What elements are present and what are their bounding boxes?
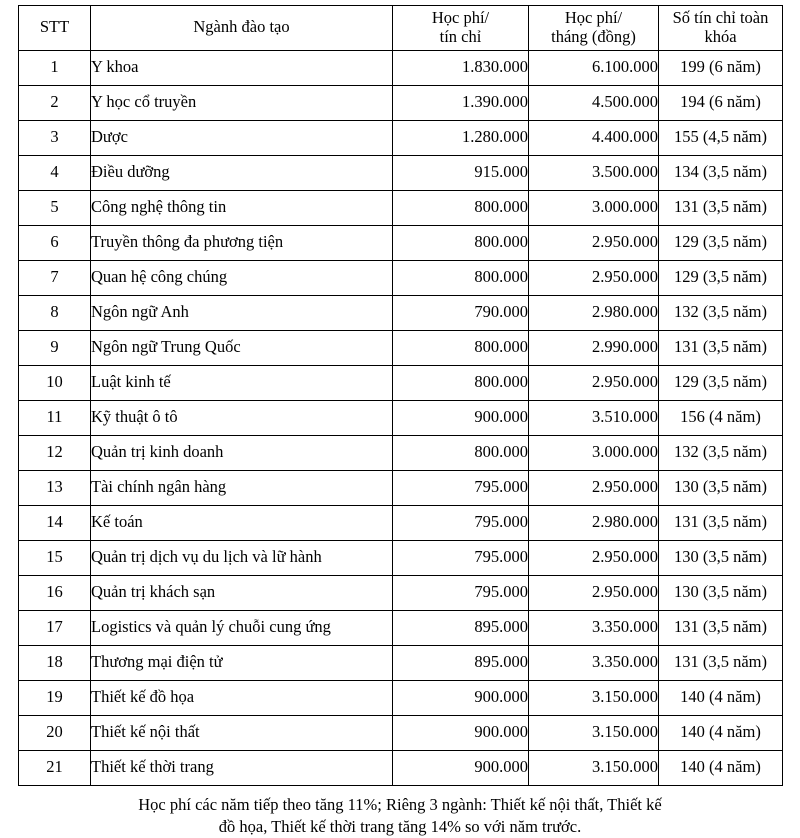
cell-fee-per-month: 3.350.000	[529, 645, 659, 680]
cell-total-credits: 131 (3,5 năm)	[659, 330, 783, 365]
cell-stt: 7	[19, 260, 91, 295]
cell-major: Thương mại điện tử	[91, 645, 393, 680]
cell-fee-per-credit: 795.000	[393, 470, 529, 505]
cell-fee-per-month: 2.980.000	[529, 295, 659, 330]
cell-major: Quản trị dịch vụ du lịch và lữ hành	[91, 540, 393, 575]
cell-fee-per-credit: 1.830.000	[393, 50, 529, 85]
cell-stt: 9	[19, 330, 91, 365]
cell-total-credits: 134 (3,5 năm)	[659, 155, 783, 190]
cell-fee-per-credit: 800.000	[393, 225, 529, 260]
cell-fee-per-credit: 800.000	[393, 190, 529, 225]
cell-total-credits: 131 (3,5 năm)	[659, 505, 783, 540]
cell-stt: 4	[19, 155, 91, 190]
cell-major: Tài chính ngân hàng	[91, 470, 393, 505]
cell-fee-per-month: 3.500.000	[529, 155, 659, 190]
cell-fee-per-credit: 795.000	[393, 540, 529, 575]
cell-total-credits: 130 (3,5 năm)	[659, 470, 783, 505]
cell-major: Thiết kế nội thất	[91, 715, 393, 750]
cell-fee-per-credit: 1.390.000	[393, 85, 529, 120]
cell-stt: 15	[19, 540, 91, 575]
cell-total-credits: 132 (3,5 năm)	[659, 295, 783, 330]
cell-stt: 17	[19, 610, 91, 645]
column-header-fee-per-credit-line1: Học phí/	[431, 8, 490, 27]
cell-fee-per-credit: 1.280.000	[393, 120, 529, 155]
cell-stt: 10	[19, 365, 91, 400]
cell-fee-per-credit: 800.000	[393, 330, 529, 365]
cell-major: Quản trị khách sạn	[91, 575, 393, 610]
cell-fee-per-month: 2.980.000	[529, 505, 659, 540]
column-header-fee-per-month-line1: Học phí/	[564, 8, 623, 27]
cell-stt: 18	[19, 645, 91, 680]
cell-fee-per-credit: 795.000	[393, 505, 529, 540]
cell-stt: 6	[19, 225, 91, 260]
table-row	[19, 715, 783, 750]
cell-total-credits: 156 (4 năm)	[659, 400, 783, 435]
cell-major: Quản trị kinh doanh	[91, 435, 393, 470]
cell-fee-per-credit: 800.000	[393, 260, 529, 295]
cell-major: Truyền thông đa phương tiện	[91, 225, 393, 260]
table-row	[19, 50, 783, 85]
cell-fee-per-month: 2.990.000	[529, 330, 659, 365]
cell-stt: 21	[19, 750, 91, 785]
cell-major: Công nghệ thông tin	[91, 190, 393, 225]
column-header-fee-per-credit-line2: tín chỉ	[439, 26, 482, 46]
cell-fee-per-month: 3.000.000	[529, 435, 659, 470]
table-row	[19, 505, 783, 540]
table-row	[19, 645, 783, 680]
cell-fee-per-month: 3.150.000	[529, 680, 659, 715]
table-row	[19, 190, 783, 225]
cell-stt: 20	[19, 715, 91, 750]
cell-total-credits: 194 (6 năm)	[659, 85, 783, 120]
cell-fee-per-month: 3.510.000	[529, 400, 659, 435]
table-row	[19, 120, 783, 155]
cell-major: Kỹ thuật ô tô	[91, 400, 393, 435]
table-row	[19, 330, 783, 365]
cell-major: Thiết kế đồ họa	[91, 680, 393, 715]
cell-total-credits: 131 (3,5 năm)	[659, 190, 783, 225]
cell-total-credits: 140 (4 năm)	[659, 715, 783, 750]
table-header	[19, 6, 783, 51]
cell-fee-per-month: 3.000.000	[529, 190, 659, 225]
cell-major: Ngôn ngữ Trung Quốc	[91, 330, 393, 365]
cell-fee-per-credit: 795.000	[393, 575, 529, 610]
cell-total-credits: 140 (4 năm)	[659, 680, 783, 715]
cell-fee-per-month: 6.100.000	[529, 50, 659, 85]
cell-stt: 12	[19, 435, 91, 470]
column-header-fee-per-month-line2: tháng (đồng)	[551, 26, 636, 46]
cell-fee-per-month: 4.500.000	[529, 85, 659, 120]
cell-fee-per-month: 2.950.000	[529, 575, 659, 610]
table-row	[19, 680, 783, 715]
cell-stt: 13	[19, 470, 91, 505]
table-body	[19, 50, 783, 785]
cell-fee-per-month: 3.350.000	[529, 610, 659, 645]
cell-fee-per-credit: 895.000	[393, 645, 529, 680]
table-footnote	[18, 794, 782, 838]
cell-major: Y khoa	[91, 50, 393, 85]
column-header-stt-label: STT	[39, 17, 70, 37]
table-row	[19, 225, 783, 260]
tuition-fee-table	[18, 5, 783, 786]
cell-fee-per-credit: 900.000	[393, 400, 529, 435]
cell-stt: 19	[19, 680, 91, 715]
table-row	[19, 610, 783, 645]
table-row	[19, 295, 783, 330]
cell-major: Luật kinh tế	[91, 365, 393, 400]
column-header-major	[91, 6, 393, 51]
cell-total-credits: 129 (3,5 năm)	[659, 225, 783, 260]
cell-stt: 11	[19, 400, 91, 435]
cell-major: Quan hệ công chúng	[91, 260, 393, 295]
table-row	[19, 540, 783, 575]
cell-total-credits: 129 (3,5 năm)	[659, 365, 783, 400]
cell-stt: 8	[19, 295, 91, 330]
cell-total-credits: 131 (3,5 năm)	[659, 645, 783, 680]
table-row	[19, 365, 783, 400]
table-row	[19, 155, 783, 190]
table-row	[19, 750, 783, 785]
cell-total-credits: 199 (6 năm)	[659, 50, 783, 85]
cell-fee-per-credit: 800.000	[393, 365, 529, 400]
table-row	[19, 575, 783, 610]
column-header-total-credits	[659, 6, 783, 51]
cell-major: Ngôn ngữ Anh	[91, 295, 393, 330]
cell-stt: 3	[19, 120, 91, 155]
cell-total-credits: 155 (4,5 năm)	[659, 120, 783, 155]
cell-stt: 16	[19, 575, 91, 610]
cell-fee-per-month: 4.400.000	[529, 120, 659, 155]
cell-fee-per-month: 2.950.000	[529, 225, 659, 260]
cell-fee-per-month: 2.950.000	[529, 260, 659, 295]
cell-fee-per-credit: 915.000	[393, 155, 529, 190]
column-header-stt	[19, 6, 91, 51]
cell-major: Thiết kế thời trang	[91, 750, 393, 785]
table-row	[19, 260, 783, 295]
cell-major: Dược	[91, 120, 393, 155]
cell-total-credits: 130 (3,5 năm)	[659, 540, 783, 575]
cell-major: Điều dưỡng	[91, 155, 393, 190]
column-header-fee-per-credit	[393, 6, 529, 51]
cell-fee-per-month: 3.150.000	[529, 750, 659, 785]
cell-fee-per-month: 2.950.000	[529, 365, 659, 400]
cell-stt: 14	[19, 505, 91, 540]
cell-fee-per-credit: 900.000	[393, 680, 529, 715]
cell-total-credits: 131 (3,5 năm)	[659, 610, 783, 645]
table-header-row	[19, 6, 783, 51]
table-footnote-line2: đồ họa, Thiết kế thời trang tăng 14% so với năm trước.	[218, 817, 582, 837]
cell-major: Y học cổ truyền	[91, 85, 393, 120]
cell-fee-per-credit: 895.000	[393, 610, 529, 645]
column-header-major-label: Ngành đào tạo	[193, 17, 290, 37]
table-row	[19, 85, 783, 120]
cell-fee-per-credit: 790.000	[393, 295, 529, 330]
cell-stt: 5	[19, 190, 91, 225]
cell-stt: 2	[19, 85, 91, 120]
cell-fee-per-credit: 900.000	[393, 715, 529, 750]
cell-total-credits: 130 (3,5 năm)	[659, 575, 783, 610]
cell-fee-per-month: 2.950.000	[529, 470, 659, 505]
cell-total-credits: 129 (3,5 năm)	[659, 260, 783, 295]
column-header-total-credits-line2: khóa	[704, 26, 737, 46]
cell-total-credits: 140 (4 năm)	[659, 750, 783, 785]
table-row	[19, 470, 783, 505]
table-footnote-line1: Học phí các năm tiếp theo tăng 11%; Riêng 3 ngành: Thiết kế nội thất, Thiết kế	[138, 794, 662, 814]
cell-total-credits: 132 (3,5 năm)	[659, 435, 783, 470]
column-header-fee-per-month	[529, 6, 659, 51]
table-row	[19, 435, 783, 470]
cell-major: Logistics và quản lý chuỗi cung ứng	[91, 610, 393, 645]
cell-major: Kế toán	[91, 505, 393, 540]
cell-fee-per-month: 2.950.000	[529, 540, 659, 575]
cell-fee-per-credit: 900.000	[393, 750, 529, 785]
column-header-total-credits-line1: Số tín chỉ toàn	[672, 8, 769, 27]
table-row	[19, 400, 783, 435]
cell-stt: 1	[19, 50, 91, 85]
cell-fee-per-credit: 800.000	[393, 435, 529, 470]
cell-fee-per-month: 3.150.000	[529, 715, 659, 750]
